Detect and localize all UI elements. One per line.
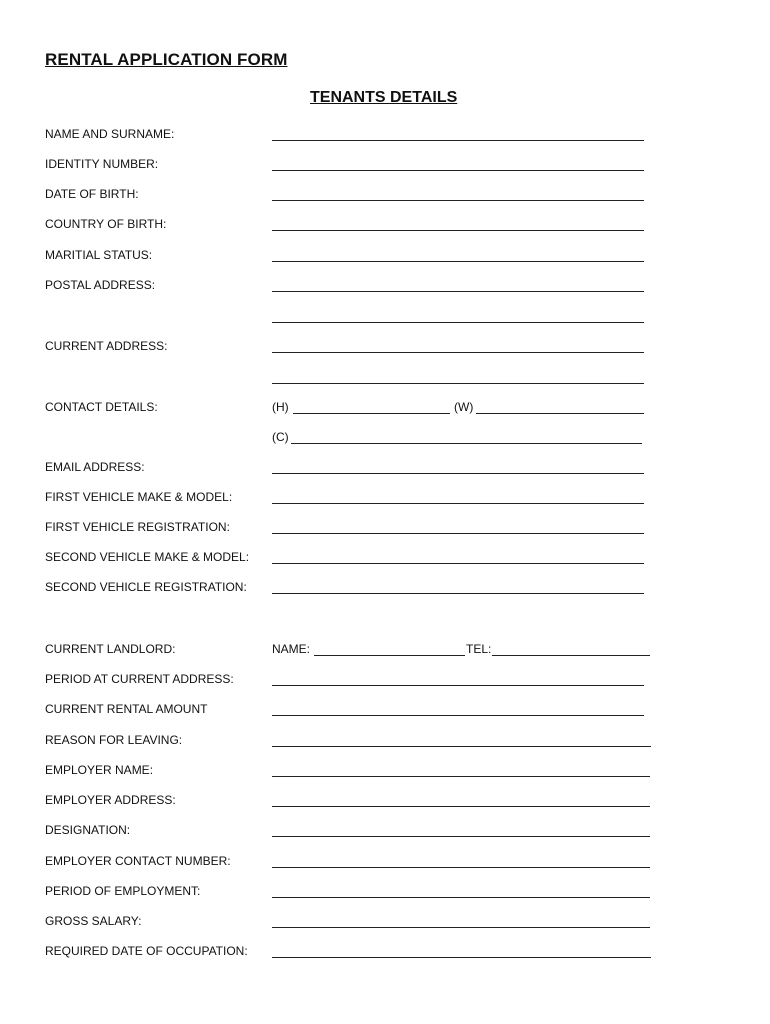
current-address-field-line-1[interactable]	[272, 339, 644, 353]
employer-address-line	[272, 806, 650, 807]
first-vehicle-make-line	[272, 503, 644, 504]
first-vehicle-reg-row	[0, 516, 770, 538]
country-of-birth-line	[272, 230, 644, 231]
contact-cell-row	[0, 426, 770, 448]
marital-status-field[interactable]	[272, 248, 644, 262]
identity-number-field[interactable]	[272, 157, 644, 171]
gross-salary-label: GROSS SALARY:	[45, 914, 142, 928]
second-vehicle-make-label: SECOND VEHICLE MAKE & MODEL:	[45, 550, 250, 564]
postal-address-line-2	[272, 322, 644, 323]
postal-address-label: POSTAL ADDRESS:	[45, 278, 156, 292]
marital-status-line	[272, 261, 644, 262]
contact-details-label: CONTACT DETAILS:	[45, 400, 158, 414]
identity-number-row	[0, 153, 770, 175]
postal-address-field-line-2[interactable]	[272, 309, 644, 323]
current-address-label: CURRENT ADDRESS:	[45, 339, 168, 353]
period-current-address-label: PERIOD AT CURRENT ADDRESS:	[45, 672, 234, 686]
country-of-birth-label: COUNTRY OF BIRTH:	[45, 217, 167, 231]
period-current-address-field[interactable]	[272, 672, 644, 686]
contact-home-prefix: (H)	[272, 400, 289, 414]
identity-number-label: IDENTITY NUMBER:	[45, 157, 159, 171]
employer-name-row	[0, 759, 770, 781]
current-rental-amount-row	[0, 698, 770, 720]
employer-name-field[interactable]	[272, 763, 650, 777]
contact-work-prefix: (W)	[454, 400, 474, 414]
landlord-name-prefix: NAME:	[272, 642, 311, 656]
employer-contact-row	[0, 850, 770, 872]
date-of-birth-line	[272, 200, 644, 201]
designation-field[interactable]	[272, 823, 650, 837]
second-vehicle-make-line	[272, 563, 644, 564]
period-current-address-line	[272, 685, 644, 686]
designation-line	[272, 836, 650, 837]
period-employment-field[interactable]	[272, 884, 650, 898]
employer-address-row	[0, 789, 770, 811]
email-address-row	[0, 456, 770, 478]
reason-for-leaving-label: REASON FOR LEAVING:	[45, 733, 183, 747]
current-landlord-row	[0, 638, 770, 660]
current-rental-amount-label: CURRENT RENTAL AMOUNT	[45, 702, 208, 716]
employer-contact-line	[272, 867, 650, 868]
reason-for-leaving-row	[0, 729, 770, 751]
employer-name-line	[272, 776, 650, 777]
postal-address-line-1	[272, 291, 644, 292]
first-vehicle-reg-line	[272, 533, 644, 534]
country-of-birth-row	[0, 213, 770, 235]
reason-for-leaving-field[interactable]	[272, 733, 651, 747]
period-current-address-row	[0, 668, 770, 690]
email-address-line	[272, 473, 644, 474]
period-employment-label: PERIOD OF EMPLOYMENT:	[45, 884, 201, 898]
date-of-birth-label: DATE OF BIRTH:	[45, 187, 139, 201]
landlord-tel-line[interactable]	[492, 655, 650, 656]
contact-cell-prefix: (C)	[272, 430, 289, 444]
current-rental-amount-field[interactable]	[272, 702, 644, 716]
country-of-birth-field[interactable]	[272, 217, 644, 231]
form-title: RENTAL APPLICATION FORM	[45, 50, 288, 69]
employer-address-field[interactable]	[272, 793, 650, 807]
contact-details-field	[272, 400, 644, 414]
name-surname-line	[272, 140, 644, 141]
first-vehicle-make-row	[0, 486, 770, 508]
first-vehicle-reg-label: FIRST VEHICLE REGISTRATION:	[45, 520, 230, 534]
employer-name-label: EMPLOYER NAME:	[45, 763, 154, 777]
designation-row	[0, 819, 770, 841]
contact-cell-field	[272, 430, 644, 444]
identity-number-line	[272, 170, 644, 171]
name-surname-field[interactable]	[272, 127, 644, 141]
current-rental-amount-line	[272, 715, 644, 716]
gross-salary-field[interactable]	[272, 914, 650, 928]
postal-address-field-line-1[interactable]	[272, 278, 644, 292]
period-employment-row	[0, 880, 770, 902]
contact-work-line[interactable]	[476, 413, 644, 414]
required-date-label: REQUIRED DATE OF OCCUPATION:	[45, 944, 248, 958]
current-address-line-1	[272, 352, 644, 353]
second-vehicle-reg-label: SECOND VEHICLE REGISTRATION:	[45, 580, 247, 594]
email-address-label: EMAIL ADDRESS:	[45, 460, 145, 474]
date-of-birth-row	[0, 183, 770, 205]
second-vehicle-make-row	[0, 546, 770, 568]
current-landlord-field	[272, 642, 652, 656]
employer-contact-field[interactable]	[272, 854, 650, 868]
second-vehicle-reg-row	[0, 576, 770, 598]
gross-salary-line	[272, 927, 650, 928]
contact-cell-line[interactable]	[291, 443, 642, 444]
current-landlord-label: CURRENT LANDLORD:	[45, 642, 176, 656]
marital-status-label: MARITIAL STATUS:	[45, 248, 153, 262]
email-address-field[interactable]	[272, 460, 644, 474]
landlord-tel-prefix: TEL:	[466, 642, 492, 656]
designation-label: DESIGNATION:	[45, 823, 131, 837]
date-of-birth-field[interactable]	[272, 187, 644, 201]
required-date-field[interactable]	[272, 944, 651, 958]
contact-details-row	[0, 396, 770, 418]
period-employment-line	[272, 897, 650, 898]
first-vehicle-make-label: FIRST VEHICLE MAKE & MODEL:	[45, 490, 233, 504]
second-vehicle-make-field[interactable]	[272, 550, 644, 564]
current-address-row	[0, 335, 770, 357]
name-surname-label: NAME AND SURNAME:	[45, 127, 175, 141]
name-surname-row	[0, 123, 770, 145]
required-date-line	[272, 957, 651, 958]
current-address-line-2	[272, 383, 644, 384]
current-address-row-2	[0, 366, 770, 388]
postal-address-row	[0, 274, 770, 296]
reason-for-leaving-line	[272, 746, 651, 747]
required-date-row	[0, 940, 770, 962]
contact-home-line[interactable]	[293, 413, 450, 414]
first-vehicle-make-field[interactable]	[272, 490, 644, 504]
first-vehicle-reg-field[interactable]	[272, 520, 644, 534]
second-vehicle-reg-line	[272, 593, 644, 594]
postal-address-row-2	[0, 305, 770, 327]
employer-address-label: EMPLOYER ADDRESS:	[45, 793, 176, 807]
current-address-field-line-2[interactable]	[272, 370, 644, 384]
employer-contact-label: EMPLOYER CONTACT NUMBER:	[45, 854, 231, 868]
marital-status-row	[0, 244, 770, 266]
gross-salary-row	[0, 910, 770, 932]
section-title: TENANTS DETAILS	[310, 89, 458, 106]
landlord-name-line[interactable]	[314, 655, 465, 656]
second-vehicle-reg-field[interactable]	[272, 580, 644, 594]
